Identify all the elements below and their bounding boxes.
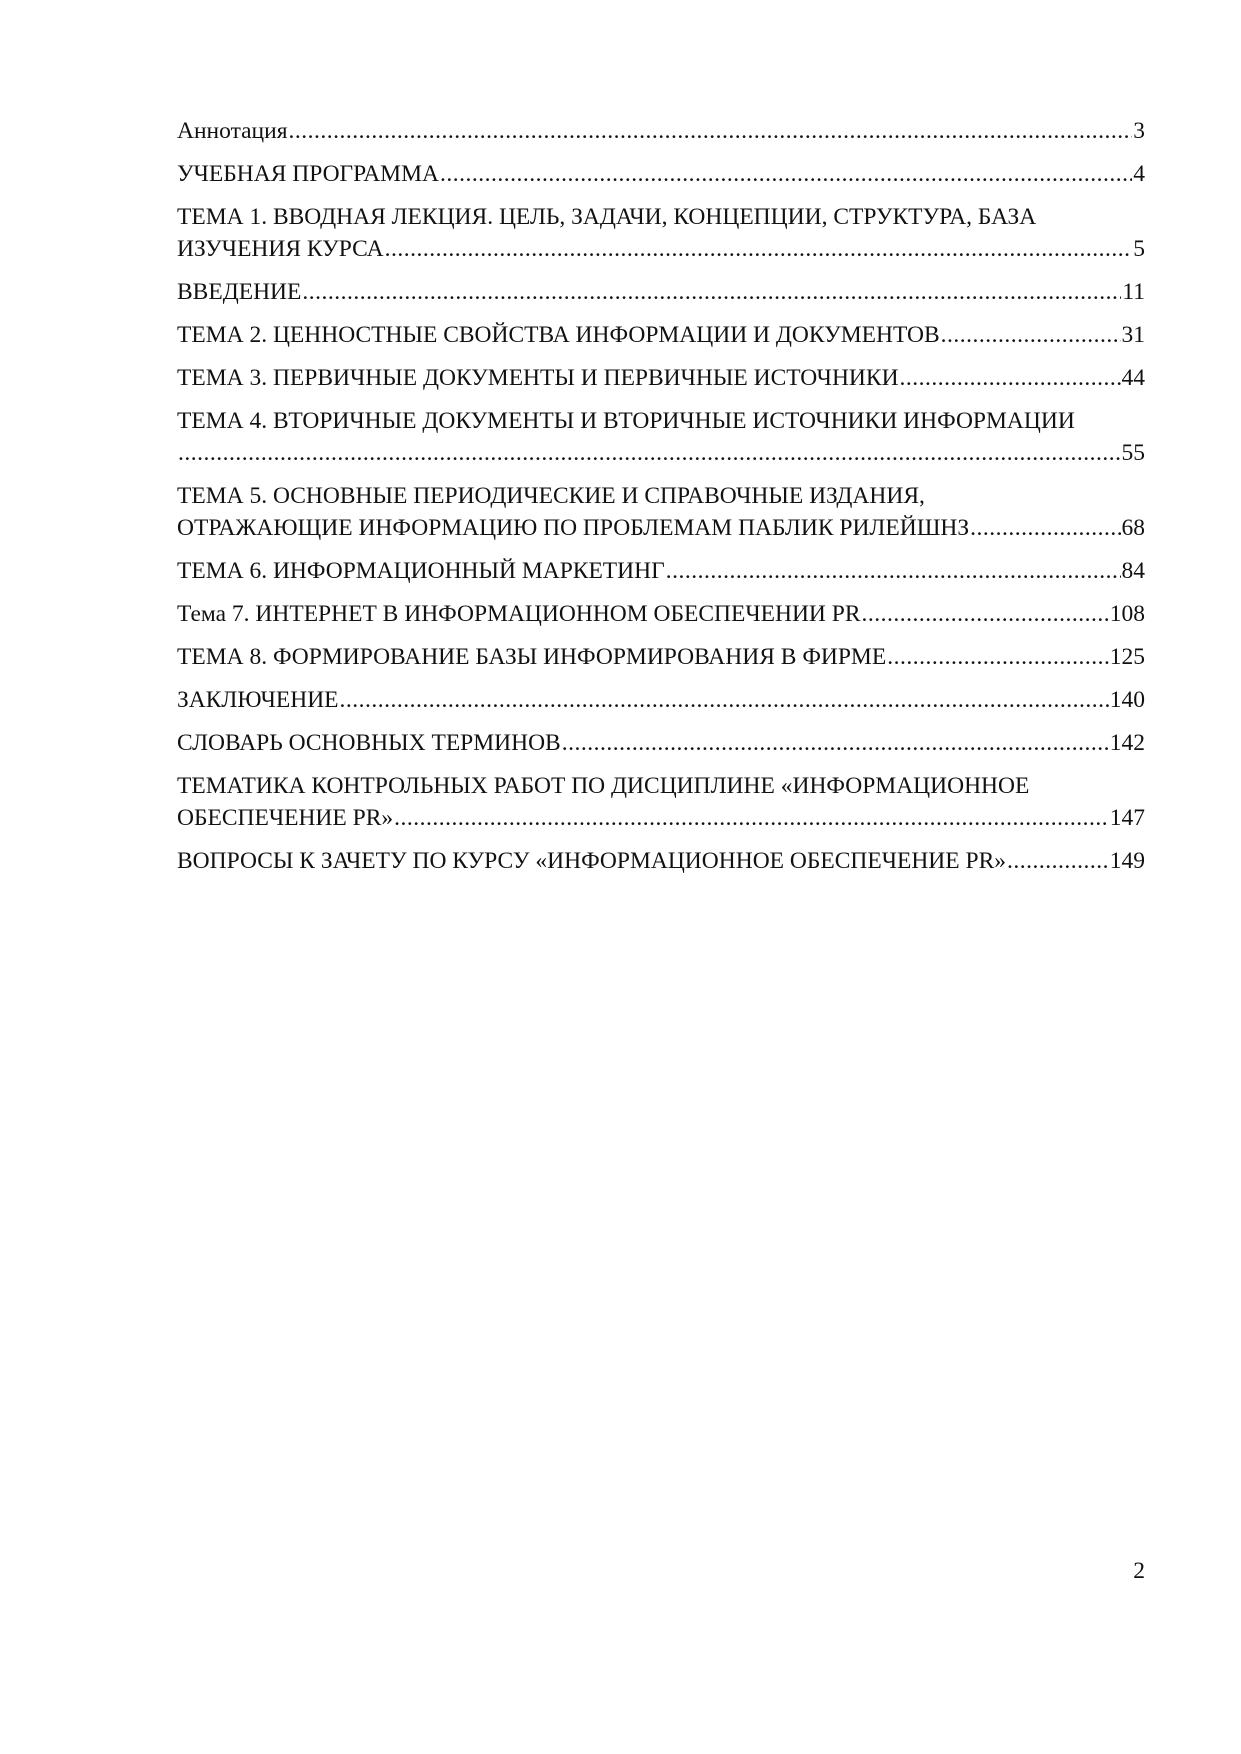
toc-entry-page: 108	[1109, 601, 1145, 627]
toc-leader-dots	[900, 362, 1121, 394]
toc-entry-title: ИЗУЧЕНИЯ КУРСА	[177, 236, 384, 262]
toc-entry-title: ТЕМА 3. ПЕРВИЧНЫЕ ДОКУМЕНТЫ И ПЕРВИЧНЫЕ ИСТОЧНИКИ	[177, 365, 899, 391]
toc-leader-dots	[666, 555, 1121, 587]
toc-entry-title: ОБЕСПЕЧЕНИЕ PR»	[177, 805, 394, 831]
toc-entry[interactable]	[177, 555, 1145, 587]
toc-entry-page: 31	[1121, 322, 1145, 348]
page-number: 2	[1133, 1558, 1145, 1584]
toc-entry-page: 44	[1121, 365, 1145, 391]
toc-leader-dots	[178, 437, 1121, 469]
toc-entry-page: 142	[1109, 730, 1145, 756]
toc-entry[interactable]	[177, 480, 1145, 544]
toc-entry-title: ОТРАЖАЮЩИЕ ИНФОРМАЦИЮ ПО ПРОБЛЕМАМ ПАБЛИК РИЛЕЙШНЗ	[177, 515, 970, 541]
toc-leader-dots	[385, 233, 1133, 265]
toc-entry-title-line1: ТЕМА 5. ОСНОВНЫЕ ПЕРИОДИЧЕСКИЕ И СПРАВОЧНЫЕ ИЗДАНИЯ,	[177, 483, 925, 509]
toc-leader-dots	[970, 512, 1120, 544]
toc-entry[interactable]	[177, 362, 1145, 394]
toc-entry[interactable]	[177, 641, 1145, 673]
toc-entry-page: 125	[1109, 644, 1145, 670]
toc-entry-title: СЛОВАРЬ ОСНОВНЫХ ТЕРМИНОВ	[177, 730, 561, 756]
toc-entry-title-line1: ТЕМА 4. ВТОРИЧНЫЕ ДОКУМЕНТЫ И ВТОРИЧНЫЕ ИСТОЧНИКИ ИНФОРМАЦИИ	[177, 408, 1075, 434]
toc-entry-title: ТЕМА 2. ЦЕННОСТНЫЕ СВОЙСТВА ИНФОРМАЦИИ И ДОКУМЕНТОВ	[177, 322, 940, 348]
toc-leader-dots	[394, 802, 1109, 834]
toc-entry-page: 68	[1121, 515, 1145, 541]
toc-entry[interactable]	[177, 598, 1145, 630]
toc-entry-title: Аннотация	[177, 118, 288, 144]
toc-leader-dots	[289, 115, 1133, 147]
toc-entry[interactable]	[177, 727, 1145, 759]
toc-entry-page: 140	[1109, 687, 1145, 713]
toc-entry[interactable]	[177, 319, 1145, 351]
toc-entry-page: 147	[1109, 805, 1145, 831]
toc-entry-page: 11	[1122, 279, 1145, 305]
toc-entry-title-line1: ТЕМАТИКА КОНТРОЛЬНЫХ РАБОТ ПО ДИСЦИПЛИНЕ «ИНФОРМАЦИОННОЕ	[177, 773, 1030, 799]
toc-entry[interactable]	[177, 276, 1145, 308]
toc-entry-title: ЗАКЛЮЧЕНИЕ	[177, 687, 339, 713]
toc-leader-dots	[562, 727, 1109, 759]
toc-entry[interactable]	[177, 115, 1145, 147]
toc-entry-title: ВВЕДЕНИЕ	[177, 279, 302, 305]
toc-entry[interactable]	[177, 770, 1145, 834]
toc-leader-dots	[887, 641, 1109, 673]
toc-entry[interactable]	[177, 845, 1145, 877]
toc-entry-page: 3	[1133, 118, 1145, 144]
toc-entry[interactable]	[177, 405, 1145, 469]
toc-entry-title: УЧЕБНАЯ ПРОГРАММА	[177, 161, 439, 187]
toc-entry[interactable]	[177, 684, 1145, 716]
toc-entry-page: 84	[1121, 558, 1145, 584]
toc-entry[interactable]	[177, 158, 1145, 190]
toc-entry-page: 149	[1109, 848, 1145, 874]
toc-leader-dots	[1007, 845, 1109, 877]
toc-leader-dots	[862, 598, 1109, 630]
toc-entry-title: ТЕМА 6. ИНФОРМАЦИОННЫЙ МАРКЕТИНГ	[177, 558, 665, 584]
toc-entry-page: 4	[1133, 161, 1145, 187]
toc-leader-dots	[941, 319, 1121, 351]
toc-entry-title: ВОПРОСЫ К ЗАЧЕТУ ПО КУРСУ «ИНФОРМАЦИОННОЕ ОБЕСПЕЧЕНИЕ PR»	[177, 848, 1007, 874]
toc-leader-dots	[440, 158, 1132, 190]
toc-entry-title: Тема 7. ИНТЕРНЕТ В ИНФОРМАЦИОННОМ ОБЕСПЕЧЕНИИ PR	[177, 601, 861, 627]
toc-entry-page: 55	[1121, 440, 1145, 466]
toc-leader-dots	[340, 684, 1109, 716]
toc-entry-page: 5	[1133, 236, 1145, 262]
toc-entry-title: ТЕМА 8. ФОРМИРОВАНИЕ БАЗЫ ИНФОРМИРОВАНИЯ В ФИРМЕ	[177, 644, 887, 670]
toc-leader-dots	[302, 276, 1121, 308]
toc-entry[interactable]	[177, 201, 1145, 265]
table-of-contents	[177, 115, 1145, 888]
toc-entry-title-line1: ТЕМА 1. ВВОДНАЯ ЛЕКЦИЯ. ЦЕЛЬ, ЗАДАЧИ, КОНЦЕПЦИИ, СТРУКТУРА, БАЗА	[177, 204, 1037, 230]
